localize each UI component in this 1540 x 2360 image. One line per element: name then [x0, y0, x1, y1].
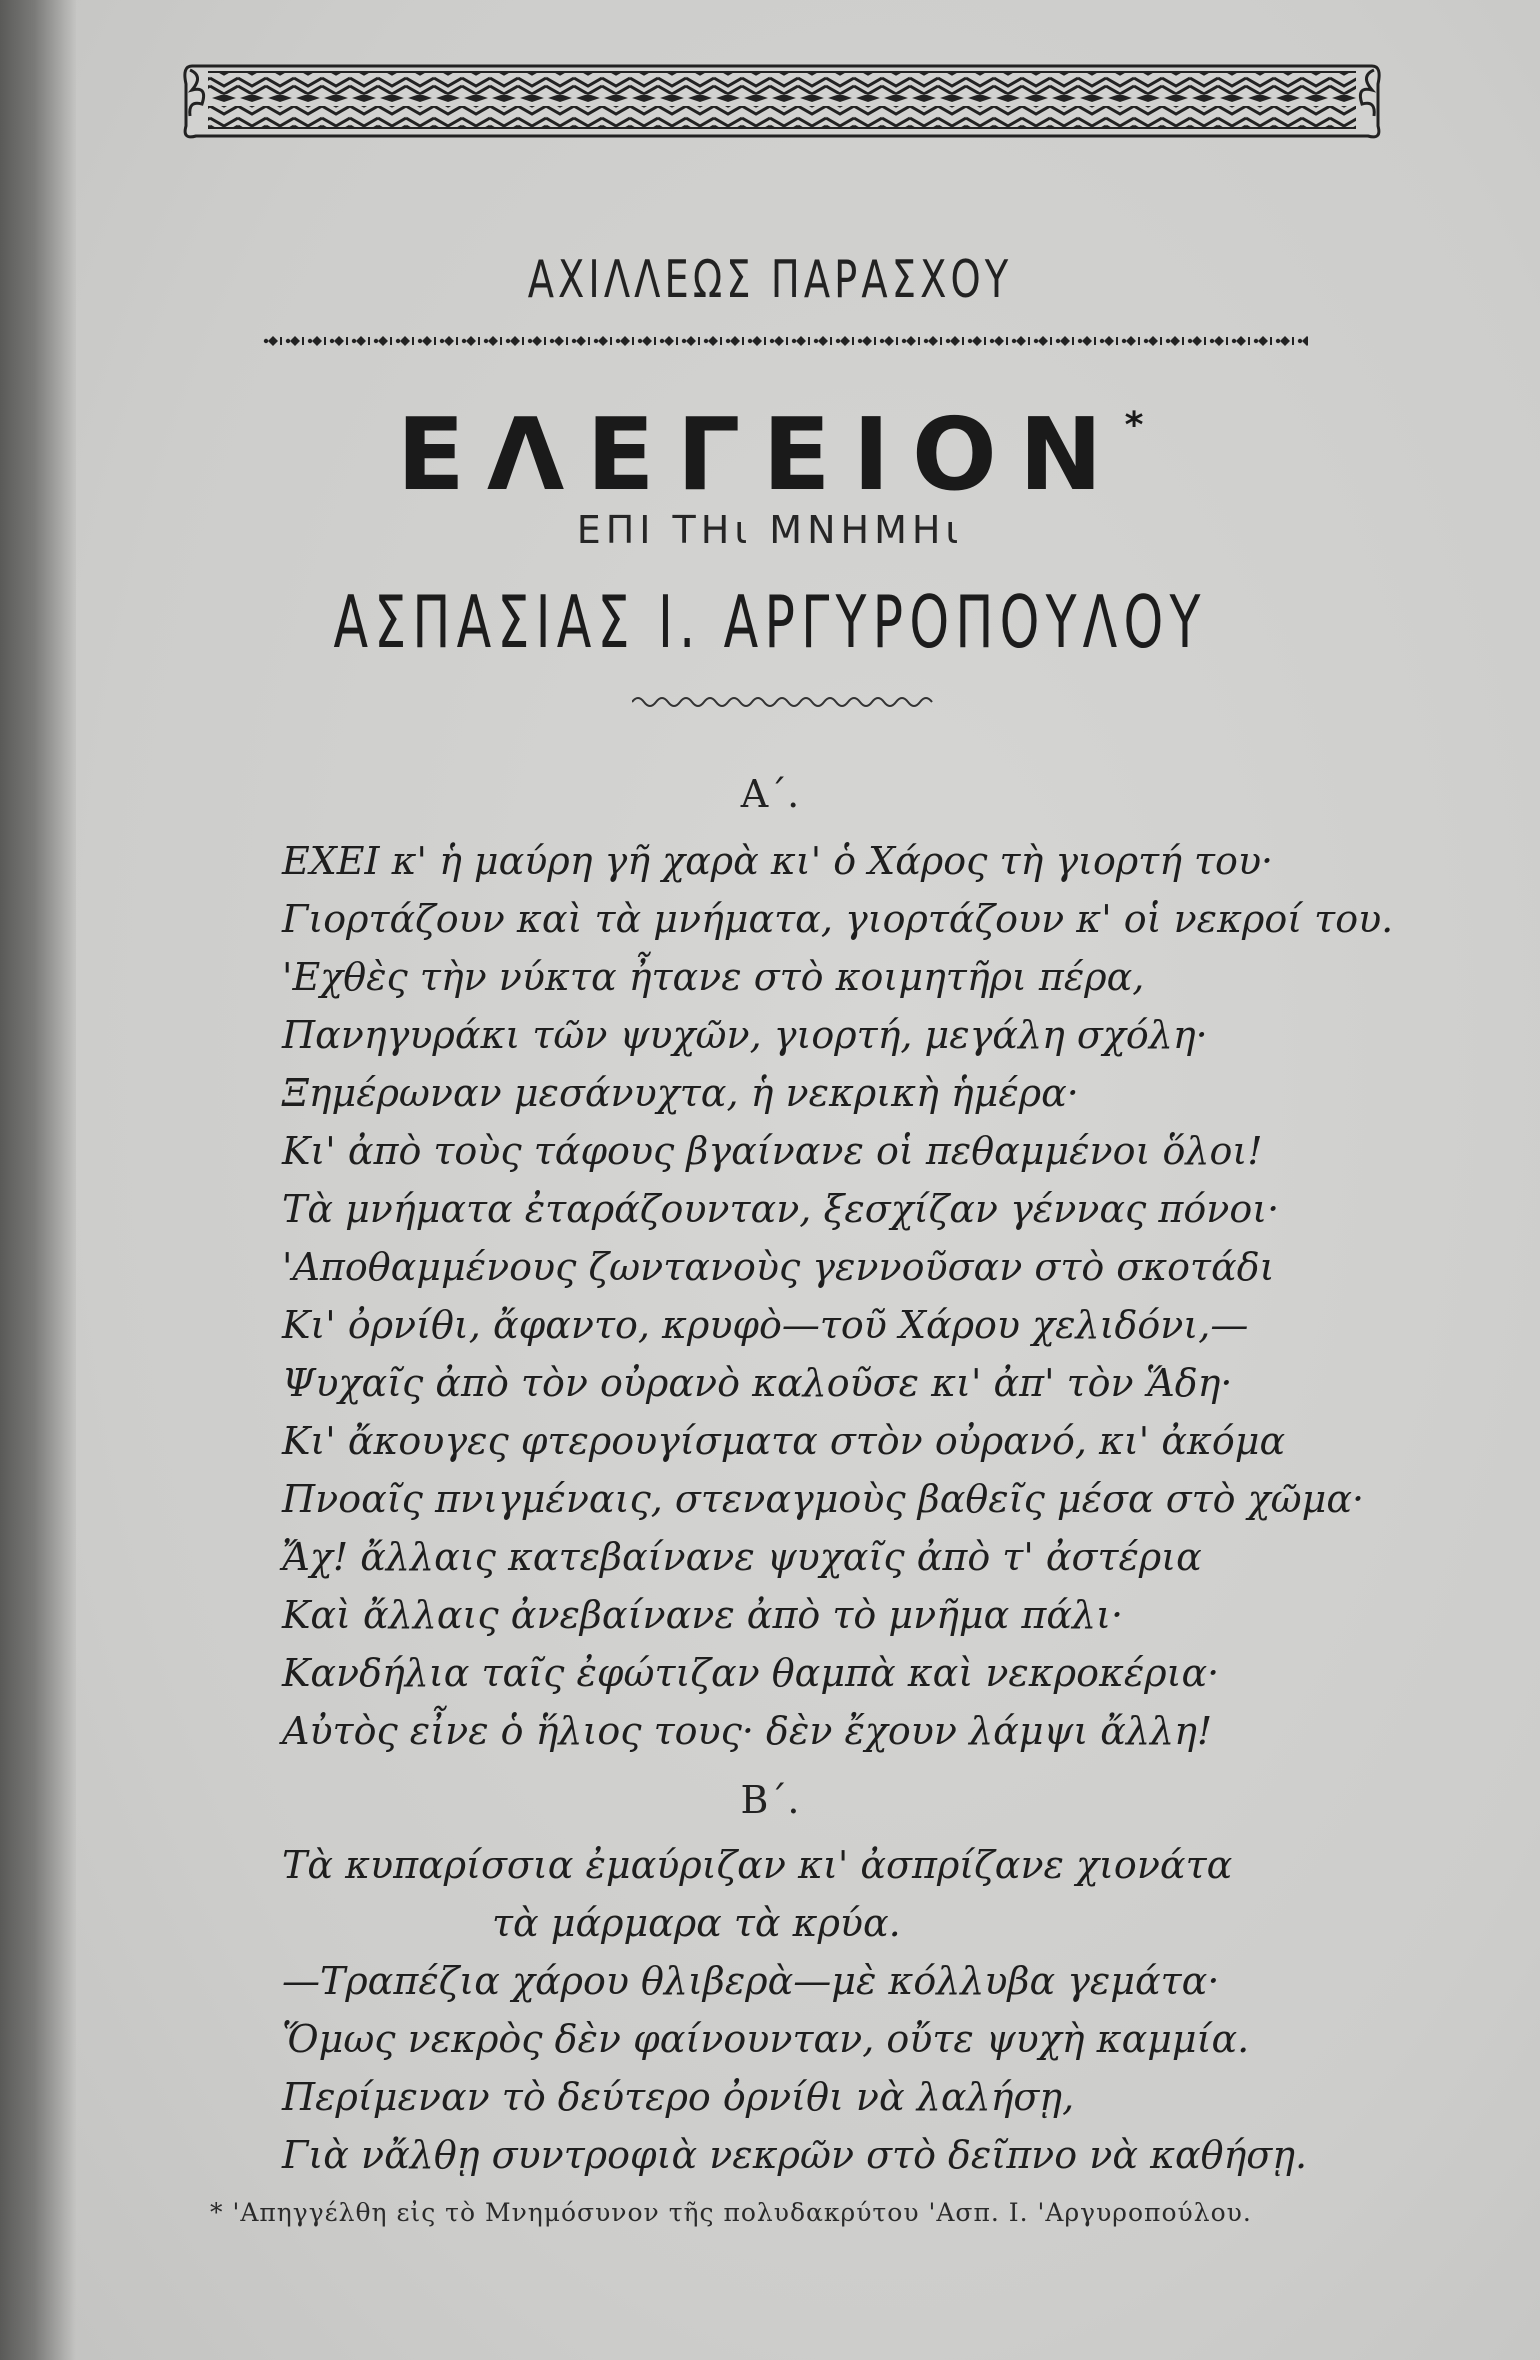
section-a-verse	[282, 832, 1394, 1760]
verse-line: Κι' ἀπὸ τοὺς τάφους βγαίνανε οἱ πεθαμμένοι ὅλοι!	[282, 1129, 1263, 1173]
verse-line: —Τραπέζια χάρου θλιβερὰ—μὲ κόλλυβα γεμάτα·	[282, 1959, 1220, 2003]
wavy-divider	[632, 692, 938, 712]
footnote: * 'Απηγγέλθη εἰς τὸ Μνημόσυνον τῆς πολυδακρύτου 'Ασπ. Ι. 'Αργυροπούλου.	[210, 2198, 1252, 2227]
banner-ornament-icon	[182, 56, 1382, 142]
verse-line: Ἄχ! ἄλλαις κατεβαίνανε ψυχαῖς ἀπὸ τ' ἀστέρια	[282, 1535, 1202, 1579]
verse-line: Τὰ κυπαρίσσια ἐμαύριζαν κι' ἀσπρίζανε χιονάτα	[282, 1843, 1233, 1887]
dotted-rule-ornament-icon	[262, 334, 1308, 348]
section-b-label: Β΄.	[740, 1778, 800, 1822]
book-spine-shadow	[0, 0, 76, 2360]
dedicatee-name: ΑΣΠΑΣΙΑΣ Ι. ΑΡΓΥΡΟΠΟΥΛΟΥ	[333, 580, 1207, 664]
verse-line: Πανηγυράκι τῶν ψυχῶν, γιορτή, μεγάλη σχόλη·	[282, 1013, 1208, 1057]
verse-line: Πνοαῖς πνιγμέναις, στεναγμοὺς βαθεῖς μέσα στὸ χῶμα·	[282, 1477, 1365, 1521]
verse-line: Ψυχαῖς ἀπὸ τὸν οὐρανὸ καλοῦσε κι' ἀπ' τὸν Ἅδη·	[282, 1361, 1233, 1405]
verse-line: Γιὰ νἄλθῃ συντροφιὰ νεκρῶν στὸ δεῖπνο νὰ καθήσῃ.	[282, 2133, 1308, 2177]
verse-line: Αὐτὸς εἶνε ὁ ἥλιος τους· δὲν ἔχουν λάμψι ἄλλη!	[282, 1709, 1213, 1753]
verse-line: Κανδήλια ταῖς ἐφώτιζαν θαμπὰ καὶ νεκροκέρια·	[282, 1651, 1220, 1695]
verse-line: Περίμεναν τὸ δεύτερο ὀρνίθι νὰ λαλήσῃ,	[282, 2075, 1075, 2119]
verse-line: 'Αποθαμμένους ζωντανοὺς γεννοῦσαν στὸ σκοτάδι	[282, 1245, 1275, 1289]
section-b-verse	[282, 1836, 1342, 2184]
verse-line: Κι' ἄκουγες φτερουγίσματα στὸν οὐρανό, κι' ἀκόμα	[282, 1419, 1286, 1463]
verse-line-indented: τὰ μάρμαρα τὰ κρύα.	[492, 1901, 901, 1945]
verse-line: Καὶ ἄλλαις ἀνεβαίνανε ἀπὸ τὸ μνῆμα πάλι·	[282, 1593, 1124, 1637]
verse-line: ΕΧΕΙ κ' ἡ μαύρη γῆ χαρὰ κι' ὁ Χάρος τὴ γιορτή του·	[282, 839, 1274, 883]
verse-line: Ὅμως νεκρὸς δὲν φαίνουνταν, οὔτε ψυχὴ καμμία.	[282, 2017, 1250, 2061]
poem-title-text: ΕΛΕΓΕΙΟΝ	[396, 396, 1125, 513]
section-a-label: Α΄.	[740, 772, 800, 816]
verse-line: Γιορτάζουν καὶ τὰ μνήματα, γιορτάζουν κ' οἱ νεκροί του.	[282, 897, 1394, 941]
footnote-marker: *	[1124, 405, 1144, 446]
verse-line: Ξημέρωναν μεσάνυχτα, ἡ νεκρικὴ ἡμέρα·	[282, 1071, 1079, 1115]
verse-line: 'Εχθὲς τὴν νύκτα ἦτανε στὸ κοιμητῆρι πέρα,	[282, 955, 1145, 999]
dedication-line: ΕΠΙ ΤΗι ΜΝΗΜΗι	[576, 508, 964, 552]
author-heading: ΑΧΙΛΛΕΩΣ ΠΑΡΑΣΧΟΥ	[527, 250, 1013, 310]
verse-line: Κι' ὀρνίθι, ἄφαντο, κρυφὸ—τοῦ Χάρου χελιδόνι,—	[282, 1303, 1249, 1347]
verse-line: Τὰ μνήματα ἐταράζουνταν, ξεσχίζαν γέννας πόνοι·	[282, 1187, 1280, 1231]
dotted-rule	[262, 334, 1308, 348]
wavy-line-icon	[632, 692, 938, 712]
ornamental-header-banner	[182, 56, 1382, 142]
poem-title	[0, 396, 1540, 513]
